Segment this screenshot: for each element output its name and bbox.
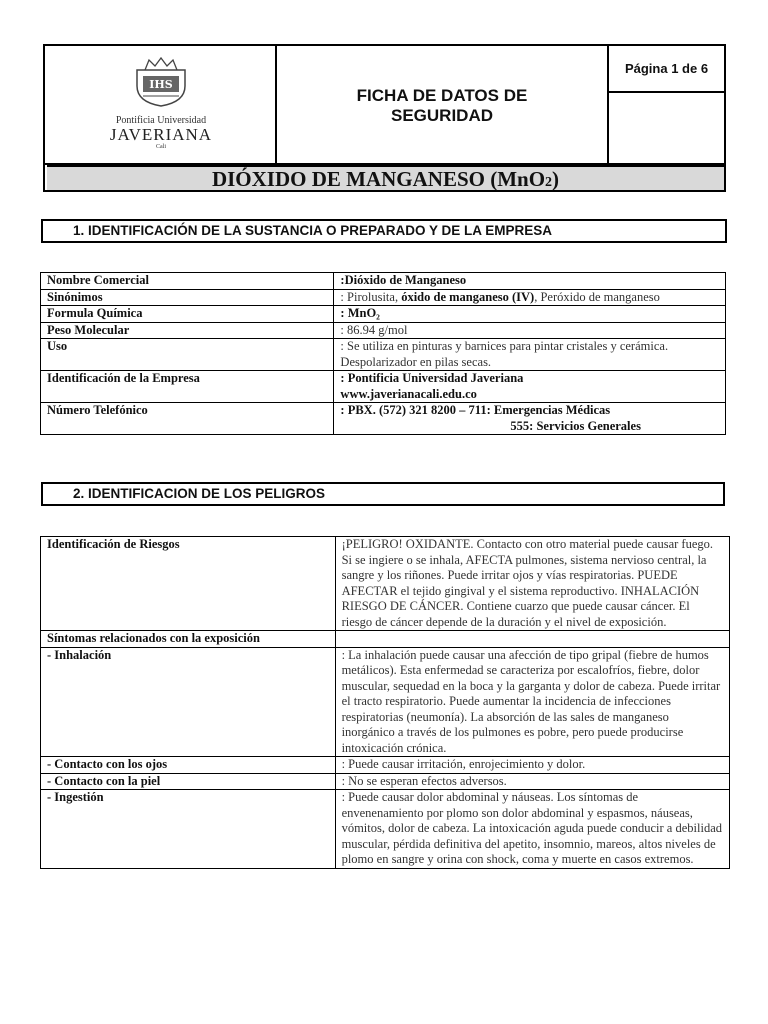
row-value: : PBX. (572) 321 8200 – 711: Emergencias Médicas 555: Servicios Generales — [334, 403, 726, 435]
row-value: : 86.94 g/mol — [334, 322, 726, 339]
substance-name-subscript: 2 — [545, 175, 553, 190]
section-1-header: 1. IDENTIFICACIÓN DE LA SUSTANCIA O PREPARADO Y DE LA EMPRESA — [41, 219, 727, 243]
page-number: Página 1 de 6 — [609, 46, 724, 93]
row-label: Uso — [41, 339, 334, 371]
row-value: : La inhalación puede causar una afección de tipo gripal (fiebre de humos metálicos). Esta enfermedad se caracteriza por escalofríos, fiebre, dolor muscular, sequedad en la boca y la garganta y dolor de cabeza. Puede irritar el tracto respiratorio. Puede aumentar la incidencia de infecciones respiratorias (neumonía). La absorción de las sales de manganeso inorgánico a través de los pulmones es pobre, pero puede producirse intoxicación crónica. — [335, 647, 729, 757]
logo-line-3: Cali — [156, 144, 166, 150]
row-value: : Puede causar dolor abdominal y náuseas. Los síntomas de envenenamiento por plomo son dolor abdominal y espasmos, náuseas, vómitos, dolor de cabeza. La intoxicación aguda puede conducir a debilidad muscular, pérdida definitiva del apetito, insomnio, mareos, altos niveles de plomo en sangre y orina con shock, coma y muerte en casos extremos. — [335, 790, 729, 869]
crest-icon — [131, 56, 191, 108]
substance-name-bar — [47, 165, 724, 190]
row-label: Peso Molecular — [41, 322, 334, 339]
table-row — [41, 537, 730, 631]
row-label: Síntomas relacionados con la exposición — [41, 631, 336, 648]
title-cell — [277, 46, 609, 165]
row-label: Sinónimos — [41, 289, 334, 306]
section-2-header: 2. IDENTIFICACION DE LOS PELIGROS — [41, 482, 725, 506]
table-row — [41, 322, 726, 339]
table-row — [41, 273, 726, 290]
document-header — [43, 44, 726, 192]
substance-name: DIÓXIDO DE MANGANESO (MnO — [211, 167, 546, 191]
document-title: FICHA DE DATOS DE SEGURIDAD — [356, 85, 528, 125]
row-value: : Pontificia Universidad Javeriana www.javerianacali.edu.co — [334, 371, 726, 403]
svg-text:IHS: IHS — [149, 78, 173, 91]
row-value: : Pirolusita, óxido de manganeso (IV), Peróxido de manganeso — [334, 289, 726, 306]
row-label: Número Telefónico — [41, 403, 334, 435]
logo-line-2: JAVERIANA — [109, 125, 213, 144]
table-row — [41, 403, 726, 435]
table-row — [41, 306, 726, 323]
row-value: : Se utiliza en pinturas y barnices para pintar cristales y cerámica. Despolarizador en pilas secas. — [334, 339, 726, 371]
table-row — [41, 790, 730, 869]
table-row — [41, 371, 726, 403]
row-label: - Contacto con la piel — [41, 773, 336, 790]
table-row — [41, 773, 730, 790]
row-value: ¡PELIGRO! OXIDANTE. Contacto con otro material puede causar fuego. Si se ingiere o se inhala, AFECTA pulmones, sistema nervioso central, la sangre y los riñones. Puede irritar ojos y vías respiratorias. PUEDE AFECTAR el tejido gingival y el sistema reproductivo. INHALACIÓN RIESGO DE CÁNCER. Contiene cuarzo que puede causar cáncer. El riesgo de cáncer depende de la duración y el nivel de exposición. — [335, 537, 729, 631]
table-row — [41, 647, 730, 757]
website-link[interactable]: www.javerianacali.edu.co — [340, 386, 477, 401]
university-logo — [103, 56, 219, 156]
row-label: - Ingestión — [41, 790, 336, 869]
row-value: : Puede causar irritación, enrojecimiento y dolor. — [335, 757, 729, 774]
identification-table — [40, 272, 726, 435]
hazards-table — [40, 536, 730, 869]
row-label: - Contacto con los ojos — [41, 757, 336, 774]
row-label: Identificación de la Empresa — [41, 371, 334, 403]
row-label: - Inhalación — [41, 647, 336, 757]
logo-line-1: Pontificia Universidad — [115, 115, 207, 126]
row-value: : No se esperan efectos adversos. — [335, 773, 729, 790]
substance-name-suffix: ) — [552, 167, 560, 191]
row-label: Identificación de Riesgos — [41, 537, 336, 631]
row-label: Nombre Comercial — [41, 273, 334, 290]
row-label: Formula Química — [41, 306, 334, 323]
table-row — [41, 757, 730, 774]
row-value: : MnO₂ — [334, 306, 726, 323]
table-row — [41, 289, 726, 306]
table-row — [41, 339, 726, 371]
table-row — [41, 631, 730, 648]
row-value — [335, 631, 729, 648]
row-value: :Dióxido de Manganeso — [334, 273, 726, 290]
logo-cell — [45, 46, 277, 165]
